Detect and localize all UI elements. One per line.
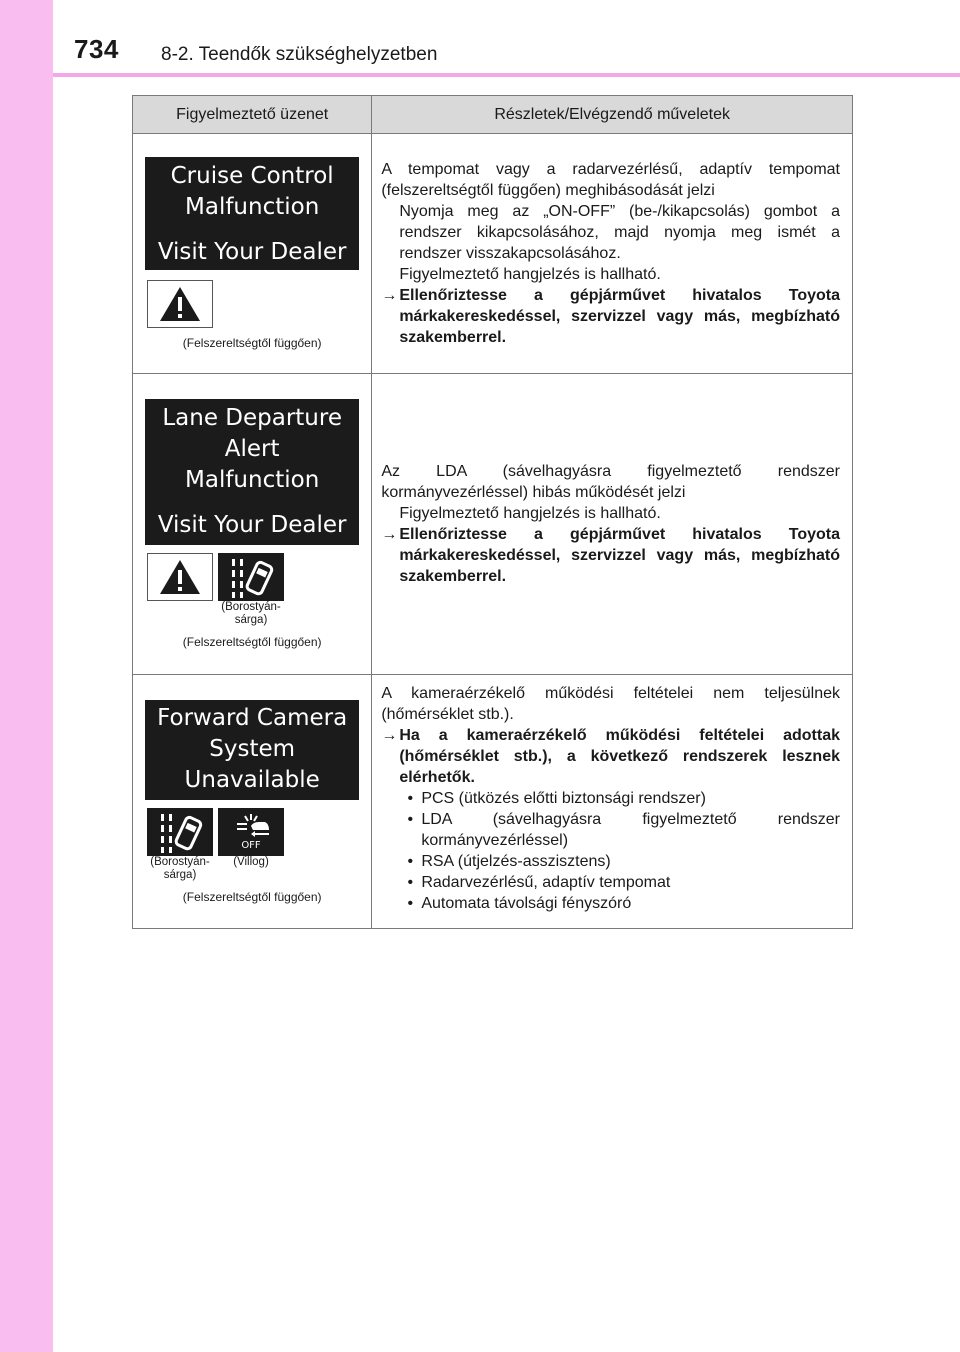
list-item: • Automata távolsági fényszóró <box>407 895 632 912</box>
display-line: Malfunction <box>185 467 320 493</box>
table-row <box>133 134 853 374</box>
action-text: Ellenőriztesse a gépjárművet hivatalos Toyota márkakereskedéssel, szervizzel vagy más, megbízható szakemberrel. <box>399 526 840 585</box>
indicator-icons <box>147 808 371 856</box>
availability-note: (Felszereltségtől függően) <box>182 889 322 904</box>
message-cell <box>133 374 372 675</box>
list-item: • LDA (sávelhagyásra figyelmeztető rendszer kormányvezérléssel) <box>407 811 840 849</box>
icon-caption: (Villog) <box>233 855 269 868</box>
section-title: 8-2. Teendők szükséghelyzetben <box>161 44 438 65</box>
details-cell <box>372 374 853 675</box>
message-cell <box>133 134 372 374</box>
display-line: Alert <box>224 436 280 462</box>
display-message <box>145 157 359 270</box>
detail-intro: A kameraérzékelő működési feltételei nem teljesülnek (hőmérséklet stb.). <box>381 685 840 723</box>
list-item-text: PCS (ütközés előtti biztonsági rendszer) <box>421 790 706 807</box>
warning-message-table <box>132 95 853 929</box>
detail-instruction: Nyomja meg az „ON-OFF” (be-/kikapcsolás) gombot a rendszer kikapcsolásához, majd nyomja meg ismét a rendszer visszakapcsolásához. <box>399 203 840 262</box>
arrow-icon: → <box>381 526 398 543</box>
display-message <box>145 700 359 800</box>
display-line: Cruise Control <box>170 163 334 189</box>
display-line: Visit Your Dealer <box>157 239 347 265</box>
display-line: Visit Your Dealer <box>157 512 347 538</box>
list-item-text: LDA (sávelhagyásra figyelmeztető rendszer kormányvezérléssel) <box>421 811 840 849</box>
column-header-message: Figyelmeztető üzenet <box>133 96 372 134</box>
detail-instruction: Figyelmeztető hangjelzés is hallható. <box>399 505 661 522</box>
message-cell <box>133 675 372 929</box>
header-divider <box>53 73 960 77</box>
display-line: Lane Departure <box>162 405 342 431</box>
detail-intro: Az LDA (sávelhagyásra figyelmeztető rendszer kormányvezérléssel) hibás működését jelzi <box>381 463 840 501</box>
detail-instruction: Figyelmeztető hangjelzés is hallható. <box>399 266 661 283</box>
table-header-row <box>133 96 853 134</box>
table-row <box>133 675 853 929</box>
arrow-icon: → <box>381 727 398 744</box>
warning-triangle-icon <box>147 280 213 328</box>
list-item: • PCS (ütközés előtti biztonsági rendszer) <box>407 790 706 807</box>
table-row <box>133 374 853 675</box>
detail-intro: A tempomat vagy a radarvezérlésű, adaptív tempomat (felszereltségtől függően) meghibásodását jelzi <box>381 161 840 199</box>
lane-departure-icon <box>147 808 213 856</box>
availability-note: (Felszereltségtől függően) <box>182 336 322 350</box>
page-number: 734 <box>74 34 119 64</box>
availability-note: (Felszereltségtől függően) <box>182 635 322 649</box>
icon-captions <box>147 601 371 627</box>
display-message <box>145 399 359 545</box>
display-line: Unavailable <box>184 766 320 793</box>
icon-caption: (Borostyán-sárga) <box>150 855 210 881</box>
action-text: Ha a kameraérzékelő működési feltételei adottak (hőmérséklet stb.), a következő rendszerek lesznek elérhetők. <box>399 727 840 786</box>
list-item-text: RSA (útjelzés-asszisztens) <box>421 853 611 870</box>
icon-captions <box>147 856 371 882</box>
list-item: • RSA (útjelzés-asszisztens) <box>407 853 611 870</box>
action-item <box>381 725 840 788</box>
action-item <box>381 524 840 587</box>
indicator-icons <box>147 553 371 601</box>
details-cell <box>372 675 853 929</box>
display-line: Malfunction <box>185 194 320 220</box>
lane-departure-icon <box>218 553 284 601</box>
display-line: Forward Camera <box>157 704 348 731</box>
details-cell <box>372 134 853 374</box>
display-line: System <box>209 735 296 762</box>
side-tab-bar <box>0 0 53 1352</box>
list-item: • Radarvezérlésű, adaptív tempomat <box>407 874 671 891</box>
off-label: OFF <box>241 840 261 851</box>
icon-caption: (Borostyán-sárga) <box>221 601 281 626</box>
indicator-icons <box>147 280 371 328</box>
list-item-text: Automata távolsági fényszóró <box>421 895 632 912</box>
list-item-text: Radarvezérlésű, adaptív tempomat <box>421 874 671 891</box>
column-header-details: Részletek/Elvégzendő műveletek <box>372 96 853 134</box>
arrow-icon: → <box>381 287 398 304</box>
camera-off-icon <box>218 808 284 856</box>
action-item <box>381 285 840 348</box>
warning-triangle-icon <box>147 553 213 601</box>
action-text: Ellenőriztesse a gépjárművet hivatalos Toyota márkakereskedéssel, szervizzel vagy más, megbízható szakemberrel. <box>399 287 840 346</box>
